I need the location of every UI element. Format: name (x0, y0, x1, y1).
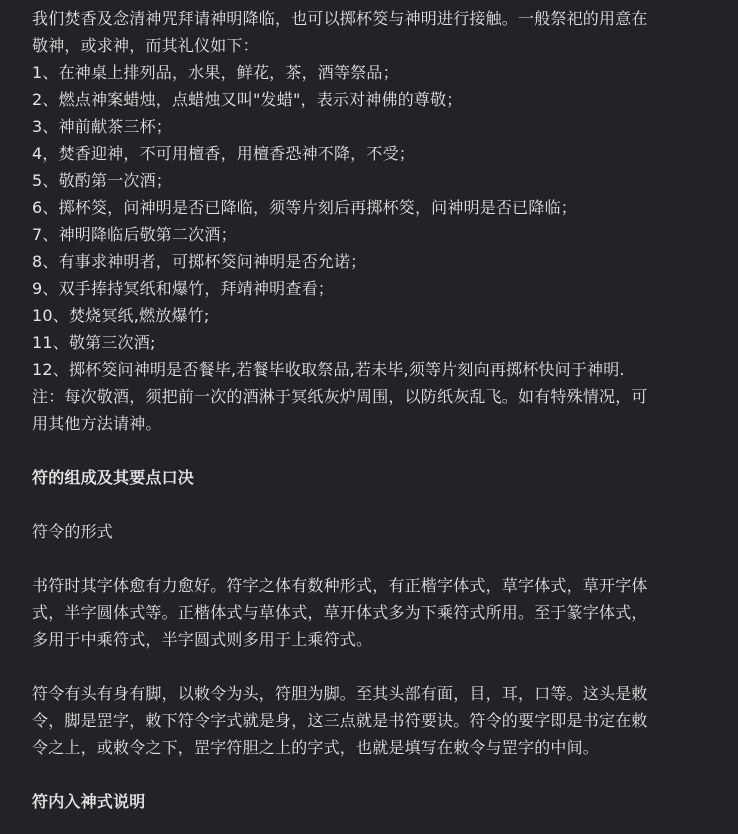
spacer (32, 437, 712, 464)
intro-line: 我们焚香及念清神咒拜请神明降临，也可以掷杯筊与神明进行接触。一般祭祀的用意在 (32, 9, 648, 28)
paragraph-line: 令之上，或敕令之下，罡字符胆之上的字式，也就是填写在敕令与罡字的中间。 (32, 738, 600, 757)
note-line: 注：每次敬酒，须把前一次的酒淋于冥纸灰炉周围，以防纸灰乱飞。如有特殊情况，可 (32, 387, 648, 406)
paragraph-line: 式，半字圆体式等。正楷体式与草体式，草开体式多为下乘符式所用。至于篆字体式， (32, 603, 648, 622)
ritual-step: 2、燃点神案蜡烛，点蜡烛又叫"发蜡"，表示对神佛的尊敬； (32, 90, 463, 109)
section-heading: 符内入神式说明 (32, 792, 146, 811)
article-content (32, 5, 712, 815)
paragraph-line: 多用于中乘符式，半字圆式则多用于上乘符式。 (32, 630, 373, 649)
ritual-step: 4，焚香迎神，不可用檀香，用檀香恐神不降，不受； (32, 144, 415, 163)
ritual-step: 8、有事求神明者，可掷杯筊问神明是否允诺； (32, 252, 367, 271)
ritual-step: 12、掷杯筊问神明是否餐毕,若餐毕收取祭品,若未毕,须等片刻向再掷杯快问于神明. (32, 360, 625, 379)
subheading: 符令的形式 (32, 522, 114, 541)
ritual-step: 10、焚烧冥纸,燃放爆竹; (32, 306, 210, 325)
paragraph-line: 符令有头有身有脚，以敕令为头，符胆为脚。至其头部有面，目，耳，口等。这头是敕 (32, 684, 648, 703)
note-line: 用其他方法请神。 (32, 414, 162, 433)
ritual-step: 11、敬第三次酒; (32, 333, 156, 352)
spacer (32, 491, 712, 518)
ritual-step: 9、双手捧持冥纸和爆竹，拜靖神明查看； (32, 279, 334, 298)
ritual-step: 6、掷杯筊，问神明是否已降临，须等片刻后再掷杯筊，问神明是否已降临； (32, 198, 577, 217)
spacer (32, 653, 712, 680)
paragraph-line: 书符时其字体愈有力愈好。符字之体有数种形式，有正楷字体式，草字体式，草开字体 (32, 576, 648, 595)
ritual-step: 3、神前献茶三杯； (32, 117, 172, 136)
ritual-step: 1、在神桌上排列品，水果，鲜花，茶，酒等祭品； (32, 63, 399, 82)
spacer (32, 761, 712, 788)
ritual-step: 7、神明降临后敬第二次酒； (32, 225, 237, 244)
paragraph-line: 令，脚是罡字，敕下符令字式就是身，这三点就是书符要诀。符令的要字即是书定在敕 (32, 711, 648, 730)
section-heading: 符的组成及其要点口决 (32, 468, 195, 487)
spacer (32, 545, 712, 572)
intro-line: 敬神，或求神，而其礼仪如下： (32, 36, 259, 55)
ritual-step: 5、敬酌第一次酒； (32, 171, 172, 190)
